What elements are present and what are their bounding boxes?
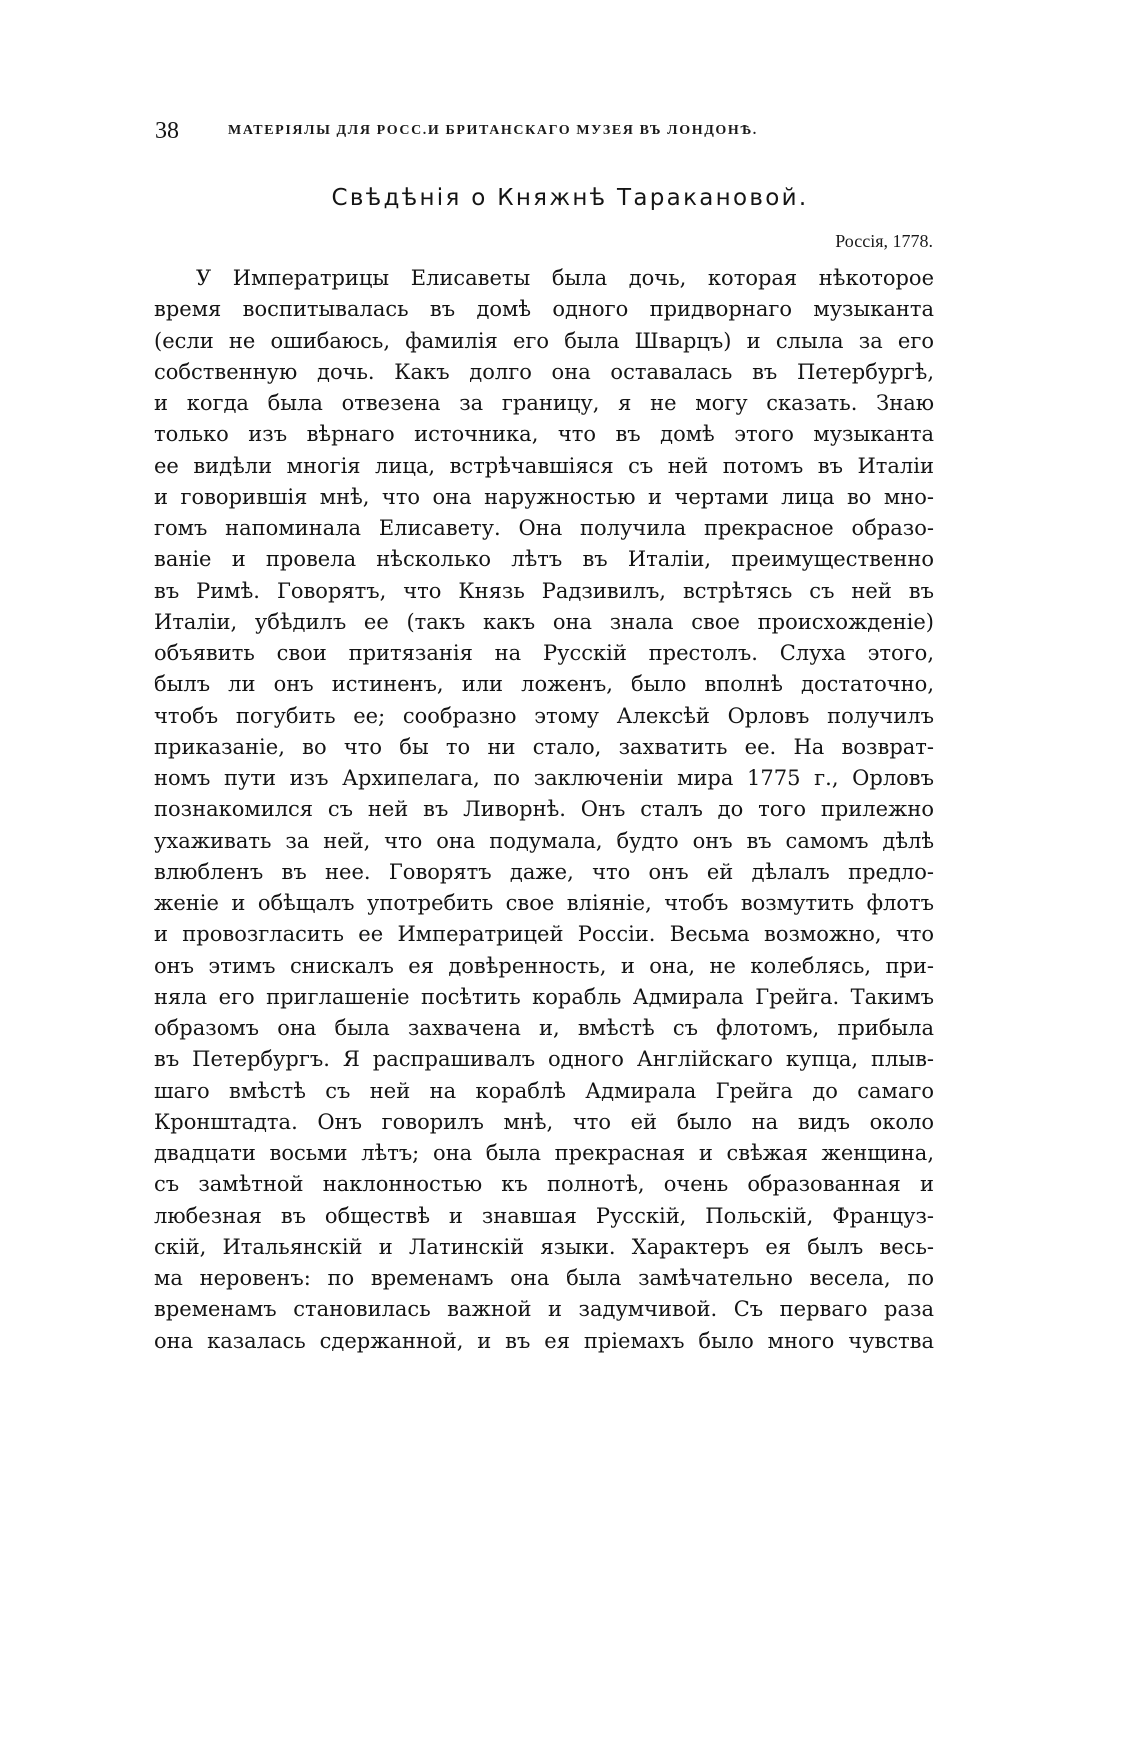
text-line: женіе и обѣщалъ употребить свое вліяніе, чтобъ возмутить флотъ <box>154 891 934 915</box>
page-header <box>155 116 925 146</box>
page-number: 38 <box>155 118 179 144</box>
running-head: МАТЕРІЯЛЫ ДЛЯ РОСС.И БРИТАНСКАГО МУЗЕЯ ВЪ ЛОНДОНѢ. <box>228 123 758 138</box>
text-line: познакомился съ ней въ Ливорнѣ. Онъ сталъ до того прилежно <box>154 797 934 822</box>
text-line: Кронштадта. Онъ говорилъ мнѣ, что ей было на видъ около <box>154 1109 934 1134</box>
article-title: Свѣдѣнія о Княжнѣ Таракановой. <box>331 185 809 211</box>
text-line: съ замѣтной наклонностью къ полнотѣ, очень образованная и <box>154 1172 934 1197</box>
text-line: номъ пути изъ Архипелага, по заключеніи мира 1775 г., Орловъ <box>154 766 934 790</box>
text-line: онъ этимъ снискалъ ея довѣренность, и она, не колеблясь, при- <box>154 953 934 978</box>
text-line: чтобъ погубить ее; сообразно этому Алексѣй Орловъ получилъ <box>154 703 934 728</box>
article-body <box>154 263 934 1357</box>
text-line: и когда была отвезена за границу, я не могу сказать. Знаю <box>154 391 934 415</box>
text-line: собственную дочь. Какъ долго она оставалась въ Петербургѣ, <box>154 359 934 384</box>
text-line: былъ ли онъ истиненъ, или ложенъ, было вполнѣ достаточно, <box>154 672 934 697</box>
text-line: влюбленъ въ нее. Говорятъ даже, что онъ ей дѣлалъ предло- <box>154 859 934 884</box>
text-line: въ Римѣ. Говорятъ, что Князь Радзивилъ, встрѣтясь съ ней въ <box>154 578 934 603</box>
text-line: любезная въ обществѣ и знавшая Русскій, Польскій, Француз- <box>154 1203 934 1228</box>
article-dateline: Россія, 1778. <box>835 231 933 251</box>
text-line: гомъ напоминала Елисавету. Она получила прекрасное образо- <box>154 516 934 540</box>
text-line: ухаживать за ней, что она подумала, будто онъ въ самомъ дѣлѣ <box>154 828 934 853</box>
text-line: образомъ она была захвачена и, вмѣстѣ съ флотомъ, прибыла <box>154 1016 934 1040</box>
text-line: Италіи, убѣдилъ ее (такъ какъ она знала свое происхожденіе) <box>154 609 934 634</box>
text-line: въ Петербургъ. Я распрашивалъ одного Англійскаго купца, плыв- <box>154 1047 934 1072</box>
text-line: ма неровенъ: по временамъ она была замѣчательно весела, по <box>154 1266 934 1290</box>
text-line: ваніе и провела нѣсколько лѣтъ въ Италіи, преимущественно <box>154 547 934 572</box>
text-line: и говорившія мнѣ, что она наружностью и чертами лица во мно- <box>154 484 934 509</box>
text-line: приказаніе, во что бы то ни стало, захватить ее. На возврат- <box>154 734 934 759</box>
text-line: скій, Итальянскій и Латинскій языки. Характеръ ея былъ весь- <box>154 1234 934 1259</box>
text-line: она казалась сдержанной, и въ ея пріемахъ было много чувства <box>154 1328 934 1353</box>
text-line: няла его приглашеніе посѣтить корабль Адмирала Грейга. Такимъ <box>154 984 934 1009</box>
text-line: У Императрицы Елисаветы была дочь, которая нѣкоторое <box>196 266 934 290</box>
text-line: только изъ вѣрнаго источника, что въ домѣ этого музыканта <box>154 422 934 447</box>
text-line: и провозгласить ее Императрицей Россіи. Весьма возможно, что <box>154 922 934 947</box>
text-line: (если не ошибаюсь, фамилія его была Шварцъ) и слыла за его <box>154 328 934 353</box>
text-line: время воспитывалась въ домѣ одного придворнаго музыканта <box>154 297 934 322</box>
text-line: временамъ становилась важной и задумчивой. Съ перваго раза <box>154 1297 934 1322</box>
text-line: двадцати восьми лѣтъ; она была прекрасная и свѣжая женщина, <box>154 1141 934 1165</box>
text-line: шаго вмѣстѣ съ ней на кораблѣ Адмирала Грейга до самаго <box>154 1078 934 1103</box>
text-line: объявить свои притязанія на Русскій престолъ. Слуха этого, <box>154 641 934 665</box>
text-line: ее видѣли многія лица, встрѣчавшіяся съ ней потомъ въ Италіи <box>154 453 934 478</box>
